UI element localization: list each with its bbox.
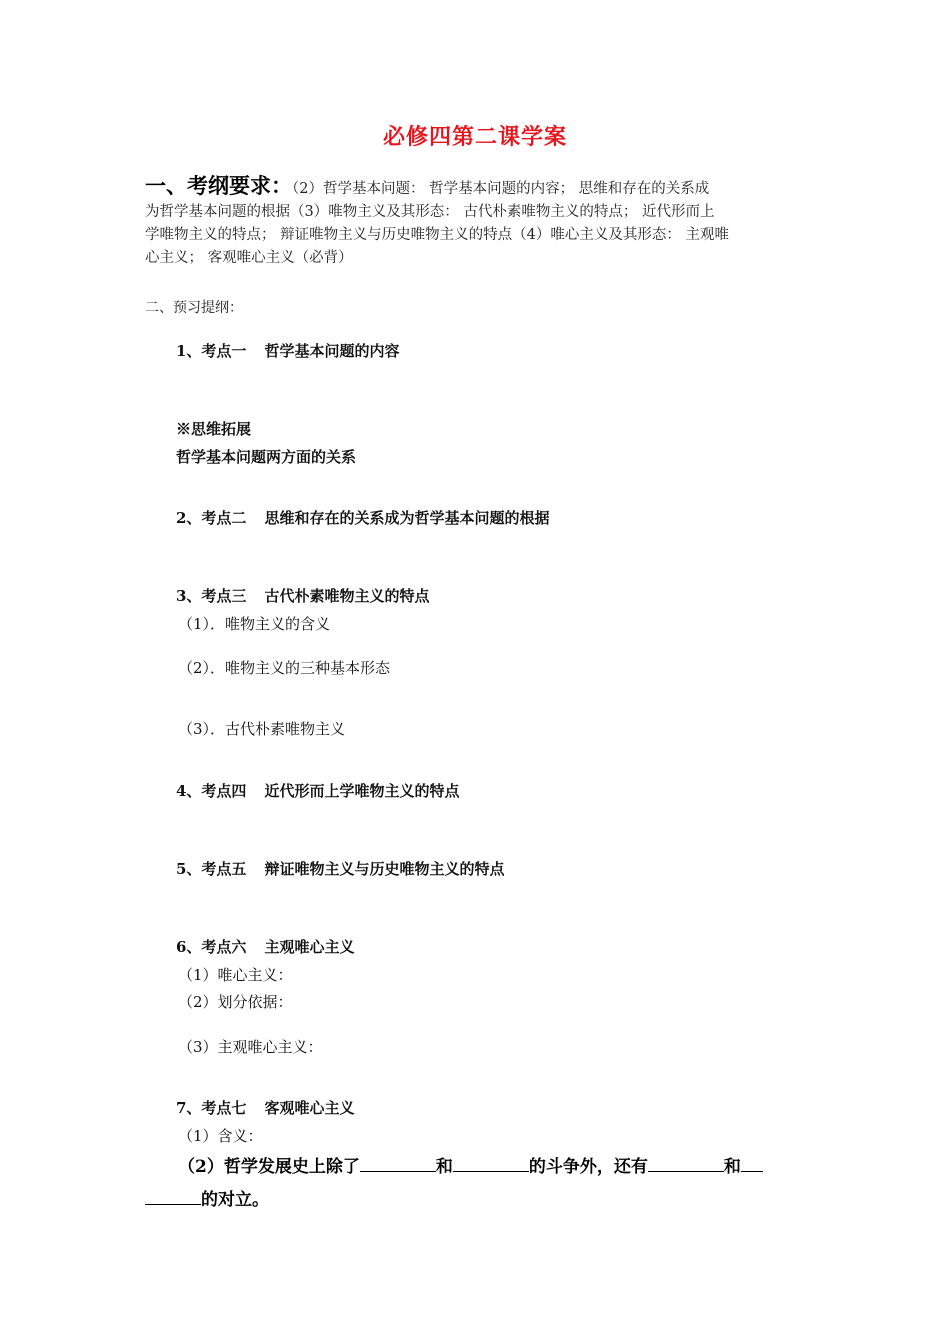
answer-blank-3[interactable] (648, 1155, 724, 1172)
requirements-line-4: 心主义； 客观唯心主义（必背） (145, 250, 353, 266)
point-3-sub-3: （3）．古代朴素唯物主义 (178, 720, 346, 738)
requirements-line-1: 一、考纲要求：（2）哲学基本问题： 哲学基本问题的内容； 思维和存在的关系成 (145, 173, 710, 198)
point-6-sub-1: （1）唯心主义： (178, 966, 293, 984)
point-4: 4、考点四 近代形而上学唯物主义的特点 (176, 782, 460, 800)
requirements-line-2: 为哲学基本问题的根据（3）唯物主义及其形态： 古代朴素唯物主义的特点； 近代形而上 (145, 204, 715, 220)
point-3-sub-2: （2）．唯物主义的三种基本形态 (178, 659, 391, 677)
point-2: 2、考点二 思维和存在的关系成为哲学基本问题的根据 (176, 509, 550, 527)
point-6-sub-2: （2）划分依据： (178, 993, 293, 1011)
answer-blank-4-start[interactable] (741, 1155, 763, 1172)
exam-requirements (145, 174, 815, 270)
extension-text: 哲学基本问题两方面的关系 (176, 448, 357, 466)
extension-label: ※思维拓展 (176, 420, 252, 438)
point-3-sub-1: （1）．唯物主义的含义 (178, 615, 331, 633)
answer-blank-4-end[interactable] (145, 1188, 201, 1205)
point-7-sub-1: （1）含义： (178, 1127, 263, 1145)
point-5: 5、考点五 辩证唯物主义与历史唯物主义的特点 (176, 860, 505, 878)
requirements-heading: 一、考纲要求： (145, 173, 292, 198)
answer-blank-1[interactable] (360, 1155, 436, 1172)
requirements-line-3: 学唯物主义的特点； 辩证唯物主义与历史唯物主义的特点（4）唯心主义及其形态： 主观唯 (145, 227, 729, 243)
point-6-sub-3: （3）主观唯心主义： (178, 1038, 323, 1056)
point-1: 1、考点一 哲学基本问题的内容 (176, 342, 400, 360)
point-3: 3、考点三 古代朴素唯物主义的特点 (176, 587, 430, 605)
point-6: 6、考点六 主观唯心主义 (176, 938, 355, 956)
fill-in-question-continued: 的对立。 (145, 1185, 269, 1210)
answer-blank-2[interactable] (453, 1155, 529, 1172)
fill-in-question: （2）哲学发展史上除了 和 的斗争外，还有 和 (178, 1152, 763, 1177)
outline-heading: 二、预习提纲： (145, 300, 243, 316)
document-title: 必修四第二课学案 (382, 124, 567, 150)
point-7: 7、考点七 客观唯心主义 (176, 1099, 355, 1117)
